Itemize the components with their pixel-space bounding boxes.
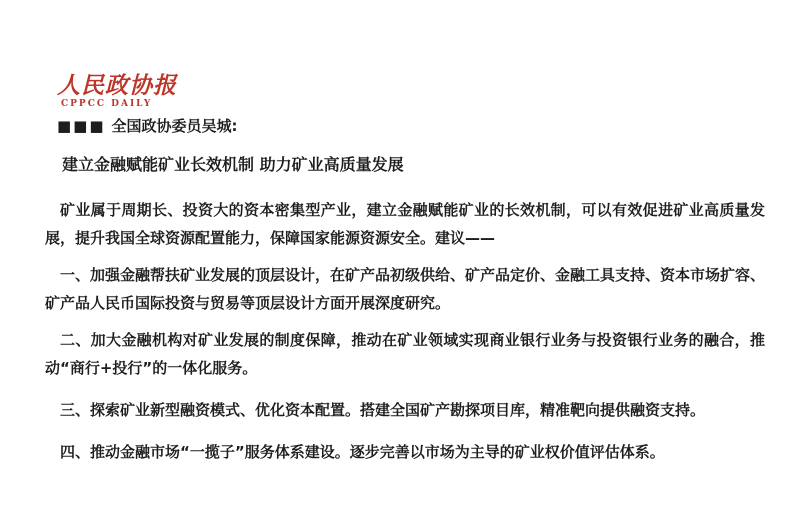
byline-squares-icon: ■■■ [57, 117, 106, 135]
paragraph-point-1: 一、加强金融帮扶矿业发展的顶层设计，在矿产品初级供给、矿产品定价、金融工具支持、资本市场扩容、矿产品人民币国际投资与贸易等顶层设计方面开展深度研究。 [45, 266, 766, 312]
logo-chinese-text: 人民政协报 [57, 72, 177, 99]
paragraph-point-3: 三、探索矿业新型融资模式、优化资本配置。搭建全国矿产勘探项目库，精准靶向提供融资支持。 [60, 401, 706, 419]
masthead [57, 73, 765, 110]
paragraph-point-2: 二、加大金融机构对矿业发展的制度保障，推动在矿业领域实现商业银行业务与投资银行业务的融合，推动“商行+投行”的一体化服务。 [45, 331, 765, 377]
byline [57, 117, 765, 136]
article-title: 建立金融赋能矿业长效机制 助力矿业高质量发展 [62, 155, 404, 174]
byline-text: 全国政协委员吴城: [111, 117, 238, 135]
paragraph-intro: 矿业属于周期长、投资大的资本密集型产业，建立金融赋能矿业的长效机制，可以有效促进矿业高质量发展，提升我国全球资源配置能力，保障国家能源资源安全。建议—— [45, 201, 765, 247]
cppcc-daily-logo [57, 73, 765, 110]
logo-english-text: CPPCC DAILY [61, 99, 153, 109]
paragraph-point-4: 四、推动金融市场“一揽子”服务体系建设。逐步完善以市场为主导的矿业权价值评估体系。 [60, 443, 665, 461]
